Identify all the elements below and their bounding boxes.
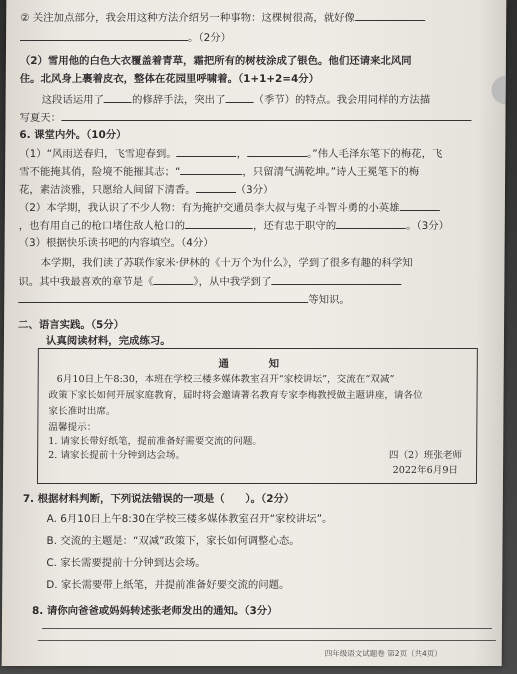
- blank: [355, 10, 425, 21]
- q6-s8-a: 识。其中我最喜欢的章节是《: [18, 276, 154, 288]
- q8-stem: 8. 请你向爸爸或妈妈转述张老师发出的通知。（3分）: [32, 605, 278, 617]
- blank: [185, 218, 253, 229]
- q6-s5: [19, 218, 491, 233]
- notice-title: 通 知: [218, 358, 298, 370]
- q7-option-c: C. 家长需要提前十分钟到达会场。: [46, 557, 206, 569]
- q6-s8-b: 》，从中我学到了: [193, 276, 272, 288]
- notice-signature: 四（2）班张老师: [388, 450, 463, 461]
- bottom-rule: [38, 640, 496, 641]
- section2-header: 二、语言实践。（5分）: [18, 319, 125, 331]
- q6-s1-b: ，: [236, 148, 248, 160]
- q6-s3: [19, 182, 491, 197]
- blank: [400, 200, 440, 211]
- q5-line2-score: 。（2分）: [188, 32, 232, 44]
- q8-answer-line: [42, 620, 492, 629]
- blank: [336, 218, 406, 229]
- q5-p4: 写夏天：: [19, 112, 62, 124]
- q5-para-3: [42, 92, 492, 107]
- blank: [196, 182, 236, 193]
- notice-tip-1: 1. 请家长带好纸笔，提前准备好需要交流的问题。: [48, 436, 262, 447]
- blank: [20, 30, 188, 41]
- q6-s2: [19, 164, 491, 179]
- blank: [177, 146, 237, 157]
- q6-s5-b: ，还有忠于职守的: [252, 220, 337, 232]
- notice-date: 2022年6月9日: [392, 465, 459, 476]
- q6-s4: [19, 200, 491, 215]
- notice-line3: 家长准时出席。: [48, 406, 116, 417]
- notice-tip-label: 温馨提示：: [48, 422, 97, 433]
- q5-para-2: 住。北风身上裹着皮衣，整体在花园里呼啸着。（1+1+2=4分）: [19, 73, 320, 85]
- q5-line1: [20, 10, 492, 25]
- q6-s1-a: （1）“风雨送春归，飞雪迎春到。: [19, 148, 177, 160]
- notice-line1: 6月10日上午8:30，本班在学校三楼多媒体教室召开“家校讲坛”，交流在“双减”: [56, 374, 395, 385]
- notice-box: [37, 348, 478, 484]
- q6-s1: [19, 146, 491, 161]
- q6-s9-text: 等知识。: [308, 294, 350, 306]
- q5-p3-a: 这段话运用了: [41, 94, 105, 106]
- q6-s9: [18, 292, 490, 307]
- blank: [18, 292, 308, 303]
- q6-s5-a: ，也有用自己的枪口堵住敌人枪口的: [18, 220, 186, 232]
- q6-s7: 本学期，我们读了苏联作家米·伊林的《十万个为什么》，学到了很多有趣的科学知: [40, 257, 413, 269]
- q7-option-b: B. 交流的主题是：“双减”政策下，家长如何调整心态。: [46, 535, 300, 547]
- q6-s6: （3）根据快乐读书吧的内容填空。（4分）: [18, 237, 214, 249]
- q6-s2-b: ，只留清气满乾坤。”诗人王冕笔下的梅: [242, 166, 420, 178]
- q7-option-d: D. 家长需要带上纸笔，并提前准备好要交流的问题。: [46, 579, 290, 591]
- blank: [104, 92, 132, 103]
- q6-s3-b: （3分）: [235, 184, 274, 196]
- q6-s4-a: （2）本学期，我认识了不少人物：有为掩护交通员李大叔与鬼子斗智斗勇的小英雄: [18, 202, 400, 214]
- blank: [247, 146, 307, 157]
- blank: [61, 110, 471, 121]
- q7-stem: 7. 根据材料判断，下列说法错误的一项是（ ）。（2分）: [22, 493, 295, 505]
- notice-tip-2: 2. 请家长提前十分钟到达会场。: [48, 450, 186, 461]
- blank: [153, 274, 193, 285]
- page-footer: 四年级语文试题卷 第2页（共4页）: [324, 649, 442, 658]
- q5-p3-c: （季节）的特点。我会用同样的方法描: [253, 94, 431, 106]
- notice-line2: 政策下家长如何开展家庭教育，届时将会邀请著名教育专家李梅教授做主题讲座，请各位: [48, 390, 423, 401]
- q6-s3-a: 花，素洁淡雅，只愿给人间留下清香。: [18, 184, 196, 196]
- q6-s2-a: 雪不能掩其俏，险境不能摧其志；“: [19, 166, 181, 178]
- q6-s8: [18, 274, 490, 289]
- q5-line1-text: ② 关注加点部分，我会用这种方法介绍另一种事物：这棵树很高，就好像: [20, 12, 355, 24]
- q6-s5-c: 。（3分）: [406, 220, 450, 232]
- q5-para-4: [19, 110, 491, 125]
- q6-header: 6. 课堂内外。（10分）: [19, 129, 127, 141]
- q5-line2: [20, 30, 492, 45]
- q5-p3-b: 的修辞手法，突出了: [131, 94, 226, 106]
- q6-s1-c: 。”伟人毛泽东笔下的梅花，飞: [307, 148, 443, 160]
- q7-option-a: A. 6月10日上午8:30在学校三楼多媒体教室召开“家校讲坛”。: [46, 513, 333, 525]
- blank: [271, 274, 401, 285]
- section2-intro: 认真阅读材料，完成练习。: [45, 335, 171, 347]
- q5-para-1: （2）雪用他的白色大衣覆盖着青草，霜把所有的树枝涂成了银色。他们还请来北风同: [19, 55, 412, 67]
- blank: [180, 164, 242, 175]
- exam-paper: [2, 0, 507, 666]
- blank: [225, 92, 253, 103]
